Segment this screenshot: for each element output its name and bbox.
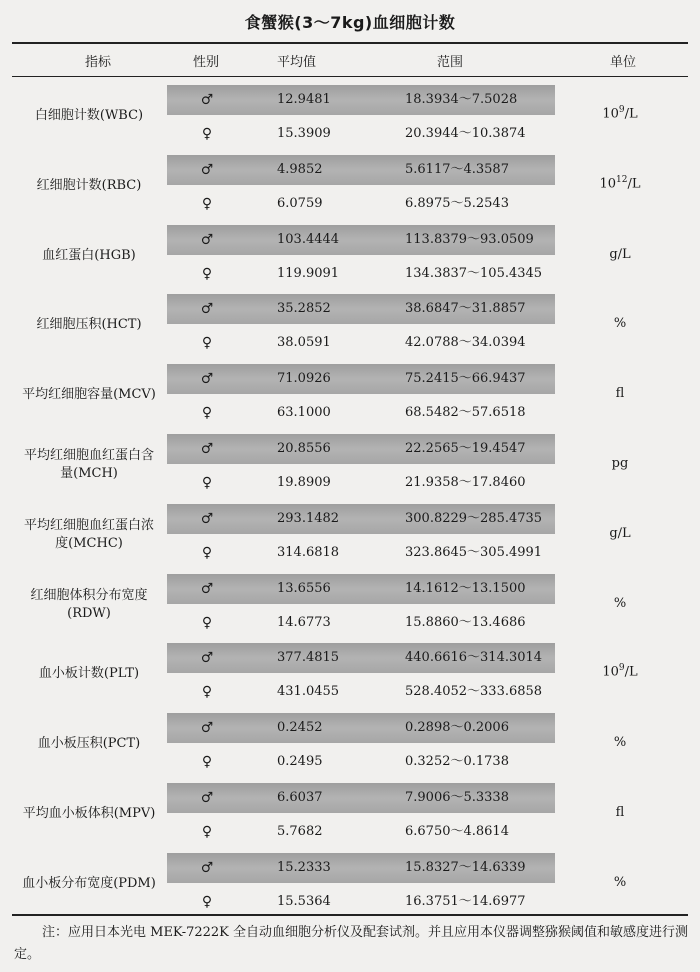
unit-exponent: 12 (616, 174, 628, 185)
male-range-value: 113.8379～93.0509 (405, 231, 534, 247)
unit-label: fl (615, 386, 625, 402)
male-mean-value: 13.6556 (277, 580, 331, 596)
female-range-value: 0.3252～0.1738 (405, 754, 509, 770)
female-symbol: ♀ (201, 195, 213, 212)
male-symbol: ♂ (200, 859, 214, 876)
female-mean-value: 6.0759 (277, 195, 323, 211)
female-symbol: ♀ (201, 335, 213, 352)
male-range-value: 15.8327～14.6339 (405, 859, 526, 875)
male-symbol: ♂ (200, 510, 214, 527)
female-symbol: ♀ (201, 754, 213, 771)
indicator-label-line1: 红细胞体积分布宽度 (30, 587, 148, 603)
male-range-value: 22.2565～19.4547 (405, 441, 526, 456)
male-mean-value: 293.1482 (277, 510, 340, 526)
male-symbol: ♂ (200, 650, 214, 667)
indicator-label: 平均红细胞容量(MCV) (22, 387, 156, 403)
female-mean-value: 314.6818 (277, 544, 340, 560)
top-rule (12, 42, 688, 44)
female-range-value: 42.0788～34.0394 (405, 335, 526, 351)
male-symbol: ♂ (200, 720, 214, 737)
indicator-label-line1: 平均红细胞血红蛋白含 (23, 448, 154, 463)
female-symbol: ♀ (201, 684, 213, 701)
unit-label: % (613, 316, 627, 332)
male-mean-value: 0.2452 (277, 720, 323, 736)
indicator-label-line2: (RDW) (67, 605, 111, 621)
indicator-label: 血小板计数(PLT) (38, 666, 140, 682)
female-mean-value: 15.5364 (277, 893, 331, 909)
male-mean-value: 6.6037 (277, 790, 323, 805)
unit-exponent: 9 (618, 663, 625, 674)
female-mean-value: 14.6773 (277, 614, 331, 630)
female-mean-value: 38.0591 (277, 335, 331, 351)
unit-label (590, 663, 650, 679)
male-range-value: 5.6117～4.3587 (405, 161, 509, 177)
male-symbol: ♂ (200, 301, 214, 318)
female-mean-value: 0.2495 (277, 754, 323, 770)
female-symbol: ♀ (201, 265, 213, 282)
indicator-label: 红细胞计数(RBC) (36, 177, 142, 193)
unit-base: 10 (599, 176, 617, 192)
female-range-value: 6.6750～4.8614 (405, 824, 509, 839)
female-range-value: 20.3944～10.3874 (405, 126, 526, 141)
male-symbol: ♂ (200, 580, 214, 597)
female-range-value: 16.3751～14.6977 (405, 893, 526, 909)
male-range-value: 14.1612～13.1500 (405, 580, 526, 596)
unit-base: 10 (602, 664, 619, 680)
bottom-rule (12, 914, 688, 916)
female-mean-value: 119.9091 (277, 265, 340, 281)
male-range-value: 75.2415～66.9437 (405, 371, 526, 387)
female-range-value: 6.8975～5.2543 (405, 195, 509, 211)
header-mean: 平均值 (277, 55, 317, 70)
female-symbol: ♀ (201, 475, 213, 491)
female-symbol: ♀ (201, 893, 213, 910)
female-range-value: 15.8860～13.4686 (405, 614, 526, 630)
indicator-label-line2: 度(MCHC) (55, 535, 123, 551)
female-range-value: 134.3837～105.4345 (405, 265, 543, 281)
indicator-label: 血小板分布宽度(PDM) (22, 875, 156, 891)
indicator-label-line1: 平均红细胞血红蛋白浓 (23, 517, 154, 533)
male-mean-value: 15.2333 (277, 859, 331, 875)
male-symbol: ♂ (200, 790, 214, 806)
unit-exponent: 9 (618, 105, 625, 115)
table-footnote: 注：应用日本光电 MEK-7222K 全自动血细胞分析仪及配套试剂。并且应用本仪器调整猕猴阈值和敏感度进行测定。 (14, 925, 689, 962)
male-mean-value: 103.4444 (277, 231, 340, 247)
male-symbol: ♂ (200, 92, 214, 108)
male-mean-value: 4.9852 (277, 161, 323, 177)
unit-tail: /L (624, 106, 638, 122)
female-mean-value: 5.7682 (277, 824, 323, 839)
female-range-value: 323.8645～305.4991 (405, 544, 543, 560)
female-symbol: ♀ (201, 614, 213, 631)
male-symbol: ♂ (200, 371, 214, 388)
header-unit: 单位 (610, 55, 637, 70)
male-range-value: 7.9006～5.3338 (405, 790, 509, 805)
unit-label: % (613, 735, 627, 751)
indicator-label: 平均血小板体积(MPV) (22, 806, 156, 821)
header-rule (12, 76, 688, 77)
female-range-value: 68.5482～57.6518 (405, 405, 526, 421)
female-mean-value: 19.8909 (277, 475, 331, 490)
header-range: 范围 (437, 55, 464, 70)
female-symbol: ♀ (201, 126, 213, 142)
female-mean-value: 63.1000 (277, 405, 331, 421)
indicator-label: 红细胞压积(HCT) (36, 317, 142, 333)
header-indicator: 指标 (85, 55, 112, 70)
unit-base: 10 (602, 106, 619, 122)
indicator-label: 白细胞计数(WBC) (34, 108, 144, 123)
unit-label: % (613, 874, 627, 890)
unit-tail: /L (627, 176, 641, 192)
male-mean-value: 377.4815 (277, 650, 340, 666)
female-mean-value: 431.0455 (277, 684, 340, 700)
female-symbol: ♀ (201, 824, 213, 840)
male-range-value: 18.3934～7.5028 (405, 92, 518, 107)
male-mean-value: 35.2852 (277, 301, 331, 317)
male-mean-value: 71.0926 (277, 371, 331, 387)
female-range-value: 21.9358～17.8460 (405, 475, 526, 490)
male-symbol: ♂ (200, 161, 214, 178)
unit-label: g/L (609, 246, 631, 262)
male-symbol: ♂ (200, 231, 214, 248)
unit-label (590, 105, 650, 121)
female-symbol: ♀ (201, 405, 213, 422)
male-range-value: 300.8229～285.4735 (405, 510, 543, 526)
unit-label: fl (615, 805, 625, 820)
female-symbol: ♀ (201, 544, 213, 561)
indicator-label: 血红蛋白(HGB) (42, 247, 136, 263)
indicator-label-line2: 量(MCH) (60, 466, 118, 481)
table-title: 食蟹猴(3～7kg)血细胞计数 (244, 13, 456, 32)
unit-label: % (613, 595, 627, 611)
indicator-label: 血小板压积(PCT) (37, 736, 141, 752)
male-range-value: 440.6616～314.3014 (405, 650, 543, 666)
female-mean-value: 15.3909 (277, 126, 331, 141)
male-mean-value: 12.9481 (277, 92, 331, 107)
unit-tail: /L (624, 664, 638, 680)
unit-label: pg (611, 456, 629, 471)
male-range-value: 38.6847～31.8857 (405, 301, 526, 317)
male-mean-value: 20.8556 (277, 441, 331, 456)
header-sex: 性别 (193, 55, 220, 70)
male-range-value: 0.2898～0.2006 (405, 720, 509, 736)
unit-label: g/L (609, 525, 631, 541)
male-symbol: ♂ (200, 441, 214, 457)
female-range-value: 528.4052～333.6858 (405, 684, 543, 700)
unit-label (590, 175, 650, 191)
